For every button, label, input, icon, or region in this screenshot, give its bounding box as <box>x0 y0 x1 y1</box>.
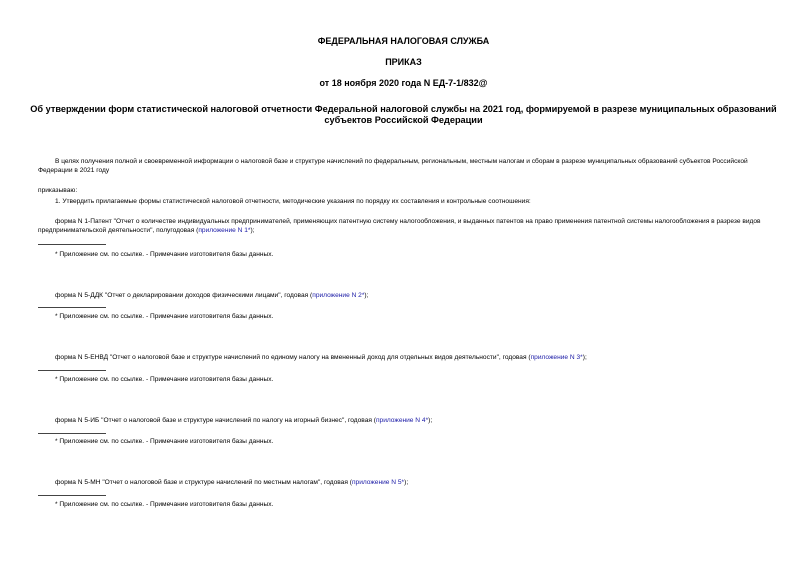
footnote-2: * Приложение см. по ссылке. - Примечание изготовителя базы данных. <box>55 313 274 320</box>
appendix-1-link[interactable]: приложение N 1* <box>198 227 251 234</box>
appendix-2-link[interactable]: приложение N 2* <box>312 292 365 299</box>
footnote-divider-2 <box>38 307 106 308</box>
intro-paragraph: В целях получения полной и своевременной информации о налоговой базе и структуре начислений по федеральным, региональным, местным налогам и сборам в разрезе муниципальных образований субъектов Российской Федерации в 2021 году <box>38 158 748 174</box>
form-item-1-end: ); <box>250 227 255 234</box>
doc-title: Об утверждении форм статистической налоговой отчетности Федеральной налоговой службы на 2021 год, формируемой в разрезе муниципальных образований субъектов Российской Федерации <box>30 104 777 125</box>
footnote-3: * Приложение см. по ссылке. - Примечание изготовителя базы данных. <box>55 376 274 383</box>
agency-name: ФЕДЕРАЛЬНАЯ НАЛОГОВАЯ СЛУЖБА <box>317 36 490 46</box>
form-item-2 <box>55 291 368 300</box>
appendix-5-link[interactable]: приложение N 5* <box>351 479 405 486</box>
form-item-1-text: форма N 1-Патент "Отчет о количестве индивидуальных предпринимателей, применяющих патентную систему налогообложения, и выданных патентов на право применения патентной системы налогообложения в разрезе видов предпринимательской деятельности", полугодовая ( <box>38 218 761 234</box>
form-item-2-text: форма N 5-ДДК "Отчет о декларировании доходов физическими лицами", годовая ( <box>55 292 313 299</box>
form-item-3 <box>55 353 587 362</box>
footnote-1: * Приложение см. по ссылке. - Примечание изготовителя базы данных. <box>55 251 274 258</box>
form-item-5 <box>55 478 408 487</box>
item-1: 1. Утвердить прилагаемые формы статистической налоговой отчетности, методические указания по порядку их составления и контрольные соотношения: <box>55 198 531 205</box>
form-item-3-end: ); <box>582 354 587 361</box>
form-item-4-text: форма N 5-ИБ "Отчет о налоговой базе и структуре начислений по налогу на игорный бизнес", годовая ( <box>55 417 376 424</box>
form-item-4-end: ); <box>428 417 433 424</box>
appendix-4-link[interactable]: приложение N 4* <box>375 417 429 424</box>
footnote-divider-5 <box>38 495 106 496</box>
order-word: приказываю: <box>38 187 78 194</box>
footnote-divider-1 <box>38 244 106 245</box>
footnote-5: * Приложение см. по ссылке. - Примечание изготовителя базы данных. <box>55 501 274 508</box>
form-item-5-text: форма N 5-МН "Отчет о налоговой базе и структуре начислений по местным налогам", годовая ( <box>55 479 352 486</box>
form-item-5-end: ); <box>404 479 409 486</box>
footnote-4: * Приложение см. по ссылке. - Примечание изготовителя базы данных. <box>55 438 274 445</box>
footnote-divider-3 <box>38 370 106 371</box>
form-item-4 <box>55 416 432 425</box>
footnote-divider-4 <box>38 433 106 434</box>
form-item-1 <box>38 217 778 235</box>
doc-type: ПРИКАЗ <box>385 57 422 67</box>
form-item-2-end: ); <box>364 292 369 299</box>
appendix-3-link[interactable]: приложение N 3* <box>530 354 583 361</box>
form-item-3-text: форма N 5-ЕНВД "Отчет о налоговой базе и структуре начислений по единому налогу на вмененный доход для отдельных видов деятельности", годовая ( <box>55 354 531 361</box>
doc-date-number: от 18 ноября 2020 года N ЕД-7-1/832@ <box>319 78 488 88</box>
